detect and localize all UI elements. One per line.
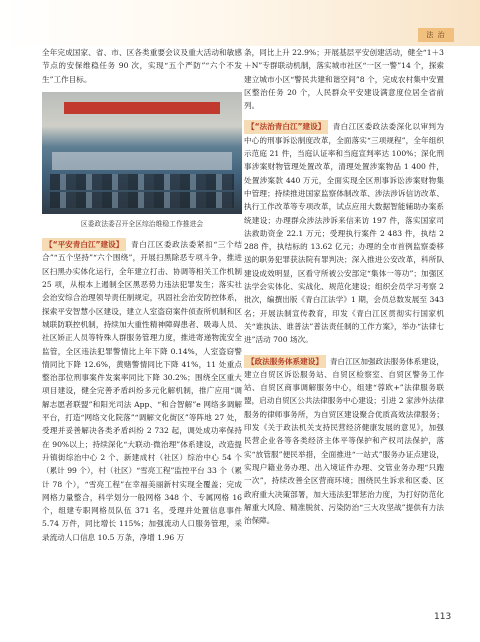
header-band (0, 0, 480, 46)
section-heading: 【“平安青白江”建设】 (42, 238, 126, 251)
photo-table (52, 152, 232, 170)
page-number: 113 (434, 612, 452, 622)
right-continued-paragraph: 条，同比上升 22.9%；开展基层平安创建活动，健全“1＋3＋N”专群联动机制，落实城市社区“一区一警”14 个，探索建立城市小区“警民共建和谐空间”8 个，完成农村集中安置区整治任务 20 个，人民群众平安建设满意度位居全省前列。 (244, 48, 444, 111)
left-column (42, 46, 242, 544)
photo-caption: 区委政法委召开全区综治维稳工作推进会 (80, 219, 204, 228)
photo-people-row (50, 174, 234, 190)
section-heading: 【“法治青白江”建设】 (244, 120, 328, 133)
section-body: 青白江区委政法委紧扣“三个结合”“五个坚持”“六个围绕”，开展扫黑除恶专项斗争，推进区扫黑办实体化运行，全年建立打击、协调等相关工作机制 25 项，从根本上遏制全区黑恶势力违法犯罪发生；落实社会治安综合治理领导责任制规定，巩固社会治安防控体系，探索平安智慧小区建设，建立人室盗窃案件侦查所机制和区城联防联控机制，持续加大重性精神障碍患者、吸毒人员、社区矫正人员等特殊人群服务管理力度，推进寄递物流安全监管，全区违法犯罪警情比上年下降 0.14%，人室盗窃警情同比下降 12.6%，黄赌警情同比下降 41%，11 处重点整治部位刑事案件发案率同比下降 30.2%；围绕全区重大项目建设，健全完善矛盾纠纷多元化解机制，推广应用“调解志愿者联盟”和阳光司法 App、“和合智解”e 网络多调解平台，打造“网络文化院落”“调解文化街区”等阵地 27 处，受理并妥善解决各类矛盾纠纷 2 732 起，调处成功率保持在 90%以上；持续深化“大联动·微治理”体系建设，改造提升镇街综治中心 2 个、新建成村（社区）综治中心 54 个（累计 99 个），村（社区）“雪亮工程”监控平台 33 个（累计 78 个），“雪亮工程”在幸福美丽新村实现全覆盖；完成网格力量整合，科学划分一般网格 348 个、专属网格 16 个，组建专职网格员队伍 371 名，受理并处置信息事件 5.74 万件，同比增长 115%；加强流动人口服务管理，采录流动人口信息 10.5 万条，净增 1.96 万 (42, 240, 243, 542)
section-ping-an (42, 238, 242, 544)
photo-banner (64, 102, 220, 114)
section-body: 青白江区委政法委深化以审判为中心的刑事诉讼制度改革，全面落实“三项规程”，全年组织示范庭 21 件，当庭认证率和当庭宣判率达 100%；深化刑事涉案财物管理处置改革，清理处置涉案物品 1 400 件，处置涉案款 440 万元，全面实现全区刑事诉讼涉案财物集中管理；持续推进国家监察体制改革、涉法涉诉信访改革、执行工作改革等专项改革，试点应用大数据智能辅助办案系统建设；办理群众涉法涉诉来信来访 197 件，落实国家司法救助资金 22.1 万元；受理执行案件 2 483 件，执结 2 288 件，执结标的 13.62 亿元；办理的全市首例监察委移送的职务犯罪获法院有罪判决；深入推进公安改革，科所队建设成效明显，区看守所被公安部定“集体一等功”；加强区法学会实体化、实战化、规范化建设；组织会员学习考察 2 批次，编撰出版《青白江法学》1 期，会员总数发展至 343 名；开展法制宣传教育，印发《青白江区贯彻实行国家机关“谁执法、谁普法”普法责任制的工作方案》，举办“法律七进”活动 700 场次。 (244, 122, 444, 345)
section-service-system (244, 355, 444, 528)
meeting-photo (42, 92, 242, 214)
section-tag: 法 治 (418, 28, 454, 42)
left-intro-paragraph: 全年完成国家、省、市、区各类重要会议及重大活动和敏感节点的安保维稳任务 90 次，实现“五个严防”“六个不发生”工作目标。 (42, 48, 242, 84)
section-body: 青白江区加强政法服务体系建设，建立自贸区诉讼服务站、自贸区检察室、自贸区警务工作站、自贸区商事调解服务中心，组建“蓉欧+”法律服务联盟，启动自贸区公共法律服务中心建设；引进 2 家涉外法律服务的律师事务所，为自贸区建设聚合优质高效法律服务；印发《关于政法机关支持民营经济健康发展的意见》，加强民营企业各等各类经济主体平等保护和产权司法保护，落实“放管服”便民举措，全面推进“一站式”服务办证点建设，实现户籍业务办理、出入境证件办理、交管业务办理“只跑一次”，持续改善全区营商环境；围绕民生诉求和区委、区政府重大决策部署，加大违法犯罪惩治力度，为打好防范化解重大风险、精准脱贫、污染防治“三大攻坚战”提供有力法治保障。 (244, 356, 444, 526)
photo-people-row (50, 192, 234, 208)
right-column (244, 46, 444, 527)
section-heading: 【政法服务体系建设】 (244, 355, 326, 368)
section-fa-zhi (244, 120, 444, 346)
